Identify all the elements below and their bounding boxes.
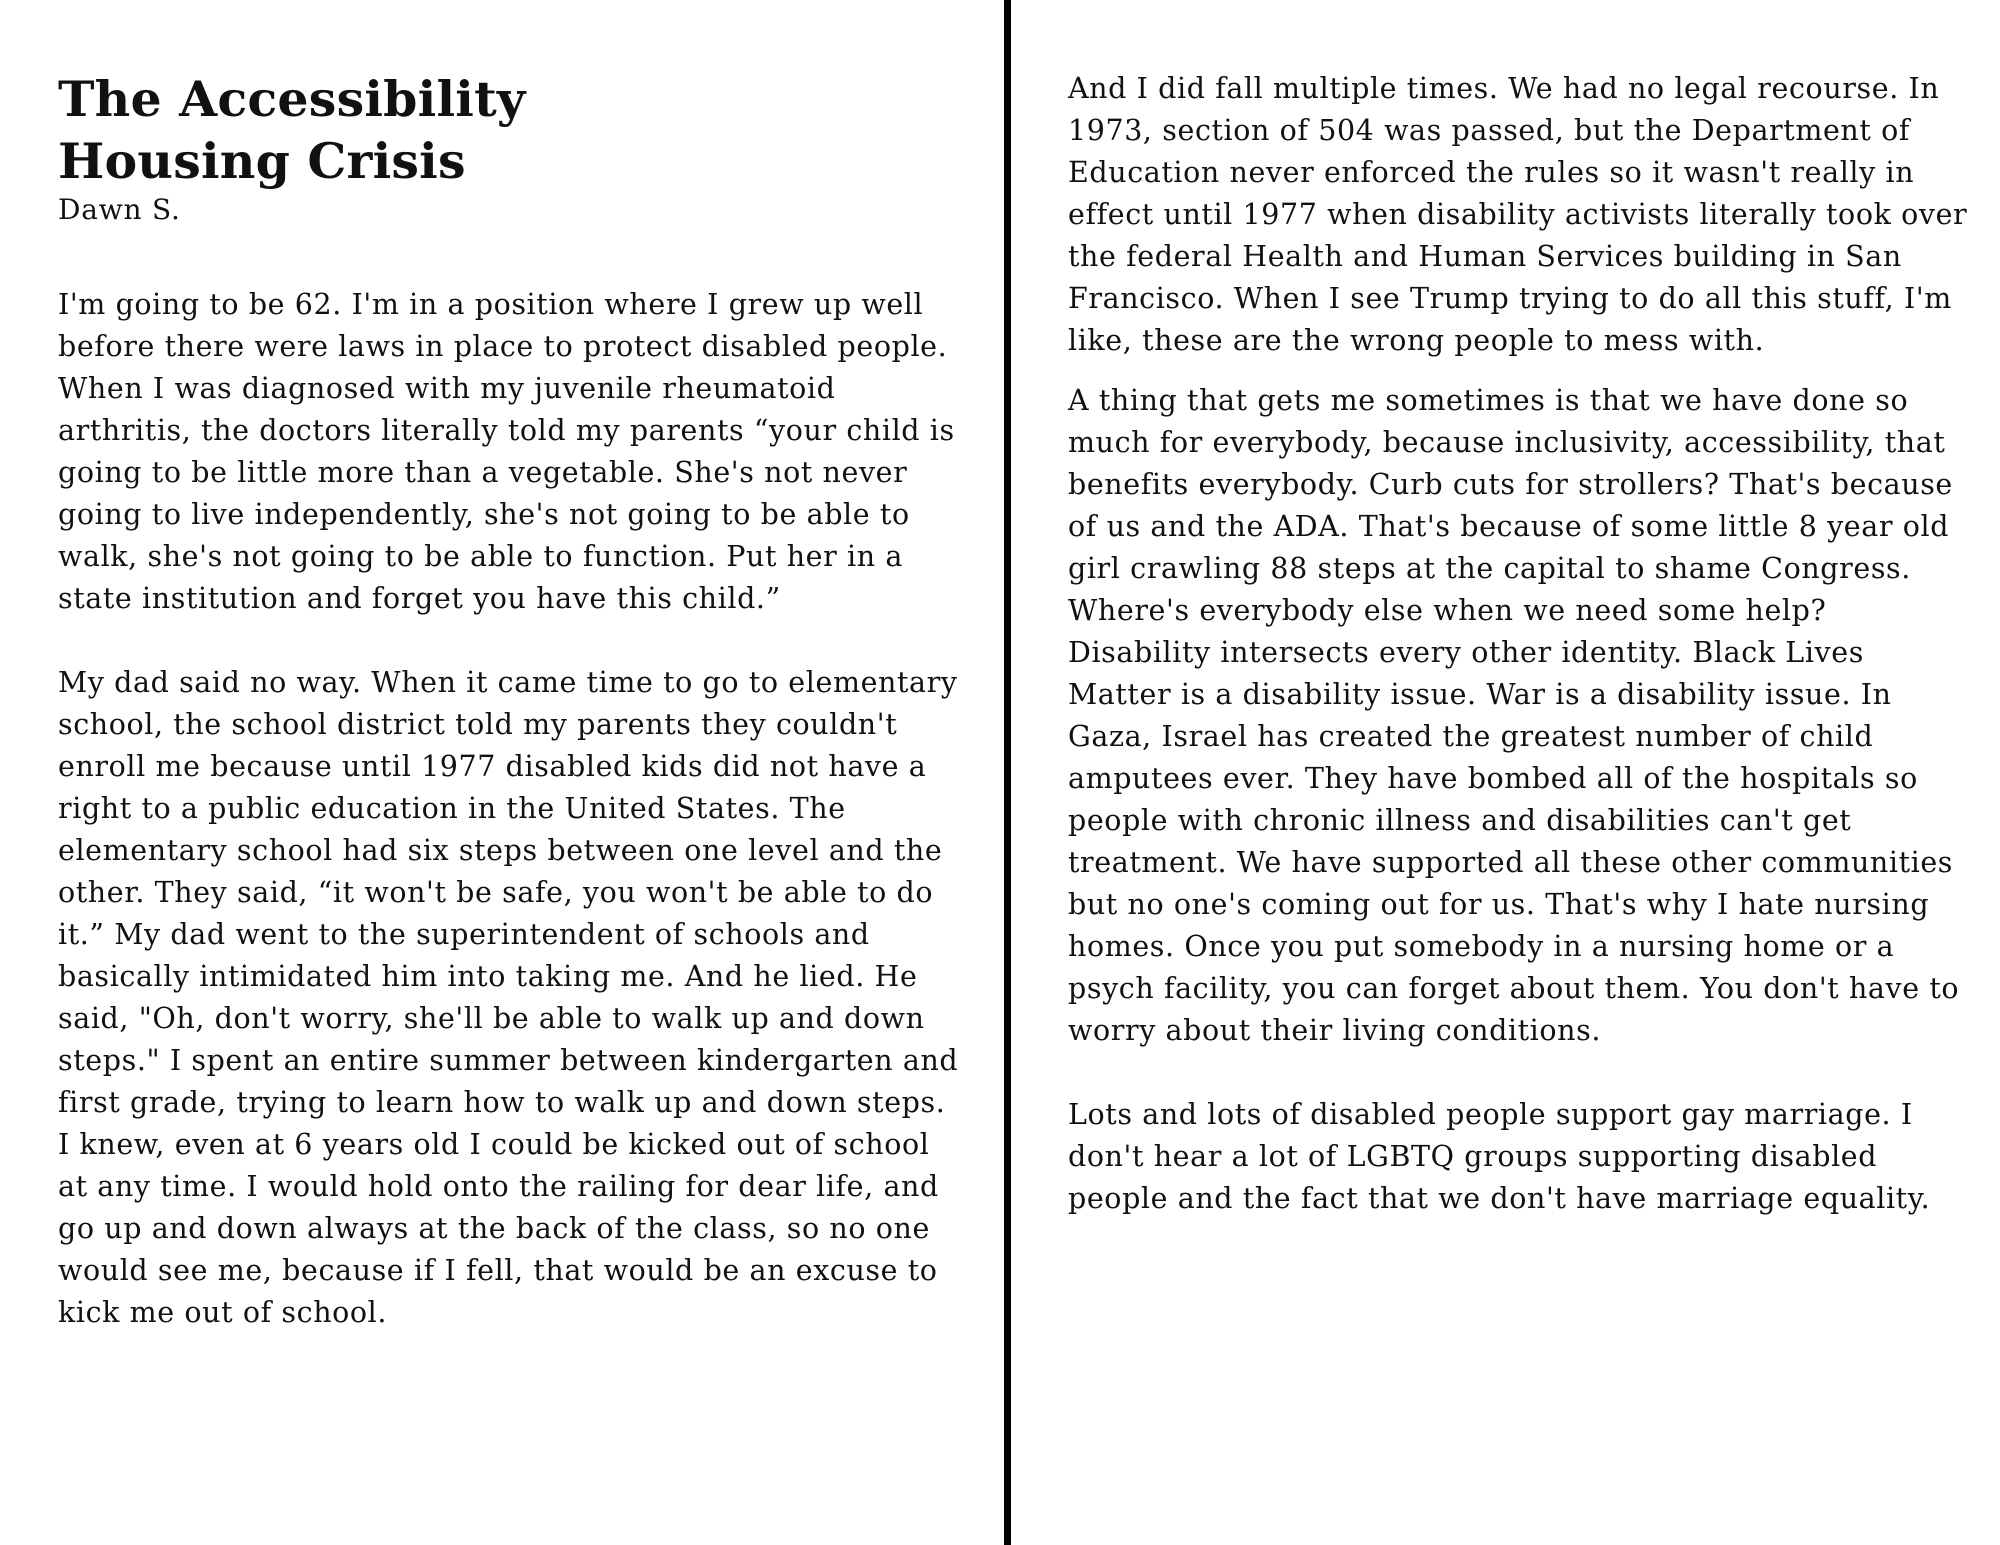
paragraph: My dad said no way. When it came time to go to elementary school, the school district told my parents they couldn't enroll me because until 1977 disabled kids did not have a right to a public education in the United States. The elementary school had six steps between one level and the other. They said, “it won't be safe, you won't be able to do it.” My dad went to the superintendent of schools and basically intimidated him into taking me. And he lied. He said, "Oh, don't worry, she'll be able to walk up and down steps." I spent an entire summer between kindergarten and first grade, trying to learn how to walk up and down steps. I knew, even at 6 years old I could be kicked out of school at any time. I would hold onto the railing for dear life, and go up and down always at the back of the class, so no one would see me, because if I fell, that would be an excuse to kick me out of school. (58, 666, 959, 1329)
paragraph: I'm going to be 62. I'm in a position where I grew up well before there were laws in place to protect disabled people. When I was diagnosed with my juvenile rheumatoid arthritis, the doctors literally told my parents “your child is going to be little more than a vegetable. She's not never going to live independently, she's not going to be able to walk, she's not going to be able to function. Put her in a state institution and forget you have this child.” (58, 288, 955, 615)
author-byline: Dawn S. (58, 193, 181, 226)
paragraph: A thing that gets me sometimes is that we have done so much for everybody, because inclusivity, accessibility, that benefits everybody. Curb cuts for strollers? That's because of us and the ADA. That's because of some little 8 year old girl crawling 88 steps at the capital to shame Congress. Where's everybody else when we need some help? Disability intersects every other identity. Black Lives Matter is a disability issue. War is a disability issue. In Gaza, Israel has created the greatest number of child amputees ever. They have bombed all of the hospitals so people with chronic illness and disabilities can't get treatment. We have supported all these other communities but no one's coming out for us. That's why I hate nursing homes. Once you put somebody in a nursing home or a psych facility, you can forget about them. You don't have to worry about their living conditions. (1068, 384, 1960, 1047)
article-title (58, 68, 964, 192)
paragraph: And I did fall multiple times. We had no legal recourse. In 1973, section of 504 was passed, but the Department of Education never enforced the rules so it wasn't really in effect until 1977 when disability activists literally took over the federal Health and Human Services building in San Francisco. When I see Trump trying to do all this stuff, I'm like, these are the wrong people to mess with. (1068, 72, 1968, 357)
page-divider (1004, 0, 1011, 1545)
right-page (1016, 0, 2000, 1545)
title-line-2: Housing Crisis (58, 132, 466, 190)
title-line-1: The Accessibility (58, 70, 526, 128)
paragraph: Lots and lots of disabled people support gay marriage. I don't hear a lot of LGBTQ groups supporting disabled people and the fact that we don't have marriage equality. (1068, 1098, 1931, 1215)
